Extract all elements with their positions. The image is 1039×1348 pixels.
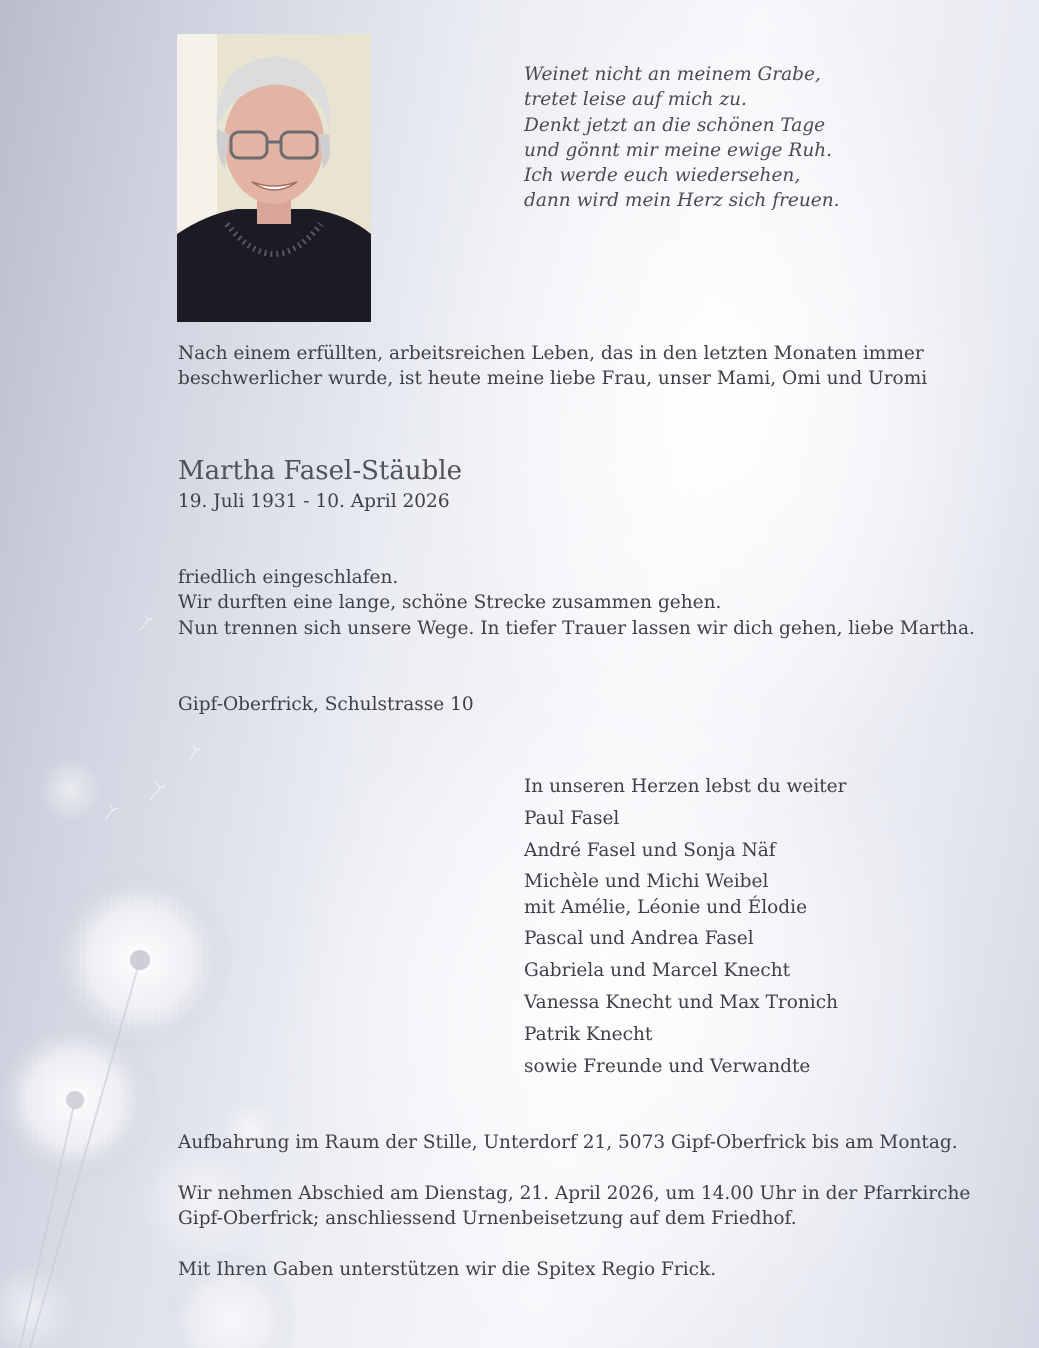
family-entry: [524, 926, 846, 951]
family-entry: [524, 1054, 846, 1079]
intro-line: beschwerlicher wurde, ist heute meine liebe Frau, unser Mami, Omi und Uromi: [178, 368, 928, 390]
poem-line: tretet leise auf mich zu.: [524, 89, 747, 111]
intro-text: [178, 341, 927, 392]
family-entry: [524, 806, 846, 831]
portrait-photo: [177, 34, 371, 322]
family-entry: [524, 958, 846, 983]
family-line: In unseren Herzen lebst du weiter: [524, 776, 847, 797]
poem-line: dann wird mein Herz sich freuen.: [524, 190, 840, 212]
family-line: Vanessa Knecht und Max Tronich: [524, 992, 838, 1014]
poem-line: und gönnt mir meine ewige Ruh.: [524, 139, 833, 161]
family-line: Gabriela und Marcel Knecht: [524, 960, 791, 982]
family-line: Paul Fasel: [524, 807, 620, 829]
poem-line: Denkt jetzt an die schönen Tage: [524, 114, 826, 136]
farewell-text: [178, 565, 975, 641]
deceased-name: Martha Fasel-Stäuble: [178, 456, 462, 486]
family-line: mit Amélie, Léonie und Élodie: [524, 896, 808, 918]
farewell-line: Wir durften eine lange, schöne Strecke zusammen gehen.: [178, 592, 722, 614]
farewell-line: Nun trennen sich unsere Wege. In tiefer Trauer lassen wir dich gehen, liebe Martha.: [178, 617, 975, 639]
service-info: [178, 1181, 970, 1232]
family-entry: [524, 774, 846, 799]
family-entry: [524, 1022, 846, 1047]
farewell-line: friedlich eingeschlafen.: [178, 567, 399, 588]
poem: [524, 62, 840, 214]
family-line: Patrik Knecht: [524, 1023, 653, 1045]
poem-line: Ich werde euch wiedersehen,: [524, 165, 801, 187]
intro-line: Nach einem erfüllten, arbeitsreichen Leben, das in den letzten Monaten immer: [178, 343, 924, 364]
family-line: Pascal und Andrea Fasel: [524, 928, 754, 950]
donation-note: Mit Ihren Gaben unterstützen wir die Spitex Regio Frick.: [178, 1259, 717, 1280]
life-dates: 19. Juli 1931 - 10. April 2026: [178, 491, 450, 512]
family-list: [524, 774, 846, 1085]
poem-line: Weinet nicht an meinem Grabe,: [524, 64, 821, 85]
address: Gipf-Oberfrick, Schulstrasse 10: [178, 694, 474, 715]
family-line: sowie Freunde und Verwandte: [524, 1055, 811, 1077]
family-line: André Fasel und Sonja Näf: [524, 839, 776, 861]
viewing-info: Aufbahrung im Raum der Stille, Unterdorf 21, 5073 Gipf-Oberfrick bis am Montag.: [178, 1132, 958, 1153]
family-entry: [524, 990, 846, 1015]
service-line: Wir nehmen Abschied am Dienstag, 21. April 2026, um 14.00 Uhr in der Pfarrkirche: [178, 1183, 971, 1204]
family-entry: [524, 838, 846, 863]
service-line: Gipf-Oberfrick; anschliessend Urnenbeisetzung auf dem Friedhof.: [178, 1208, 797, 1230]
family-line: Michèle und Michi Weibel: [524, 871, 769, 893]
family-entry: [524, 869, 846, 920]
